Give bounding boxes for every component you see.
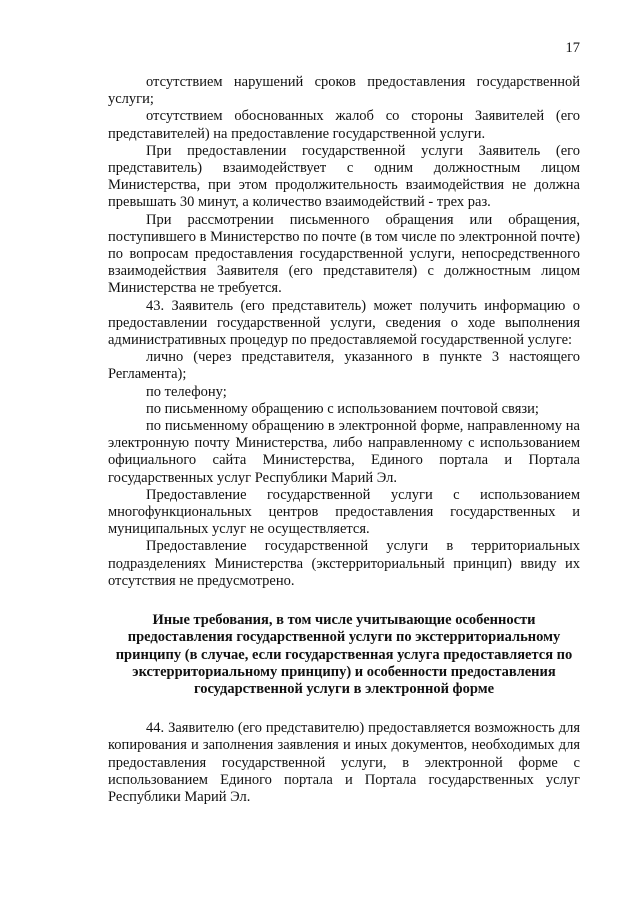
paragraph: При рассмотрении письменного обращения или обращения, поступившего в Министерство по почте (в том числе по электронной почте) по вопросам предоставления государственной услуги, непосредственного взаимодействия Заявителя (его представителя) с должностным лицом Министерства не требуется. [108,211,580,297]
paragraph: Предоставление государственной услуги в территориальных подразделениях Министерства (экстерриториальный принцип) ввиду их отсутствия не предусмотрено. [108,538,580,589]
paragraph: по письменному обращению в электронной форме, направленному на электронную почту Министерства, либо направленному с использованием официального сайта Министерства, Единого портала и Портала государственных услуг Республики Марий Эл. [108,418,580,486]
paragraph: отсутствием обоснованных жалоб со стороны Заявителей (его представителей) на предоставление государственной услуги. [108,108,580,142]
document-body [108,74,580,806]
paragraph: При предоставлении государственной услуги Заявитель (его представитель) взаимодействует с одним должностным лицом Министерства, при этом продолжительность взаимодействия не должна превышать 30 минут, а количество взаимодействий - трех раз. [108,142,580,211]
paragraph-item-44: 44. Заявителю (его представителю) предоставляется возможность для копирования и заполнения заявления и иных документов, необходимых для предоставления государственной услуги, в электронной форме с использованием Единого портала и Портала государственных услуг Республики Марий Эл. [108,720,580,805]
paragraph: по письменному обращению с использованием почтовой связи; [146,400,539,417]
paragraph: отсутствием нарушений сроков предоставления государственной услуги; [108,74,580,108]
page-number: 17 [565,40,580,56]
section-heading: Иные требования, в том числе учитывающие особенности предоставления государственной услуги по экстерриториальному принципу (в случае, если государственная услуга предоставляется по экстерриториальному принципу) и особенности предоставления государственной услуги в электронной форме [115,612,573,697]
paragraph: Предоставление государственной услуги с использованием многофункциональных центров предоставления государственных и муниципальных услуг не осуществляется. [108,486,580,538]
paragraph: лично (через представителя, указанного в пункте 3 настоящего Регламента); [108,349,580,383]
paragraph: по телефону; [146,383,227,400]
paragraph-item-43: 43. Заявитель (его представитель) может получить информацию о предоставлении государственной услуги, сведения о ходе выполнения административных процедур по предоставляемой государственной услуге: [108,297,580,349]
